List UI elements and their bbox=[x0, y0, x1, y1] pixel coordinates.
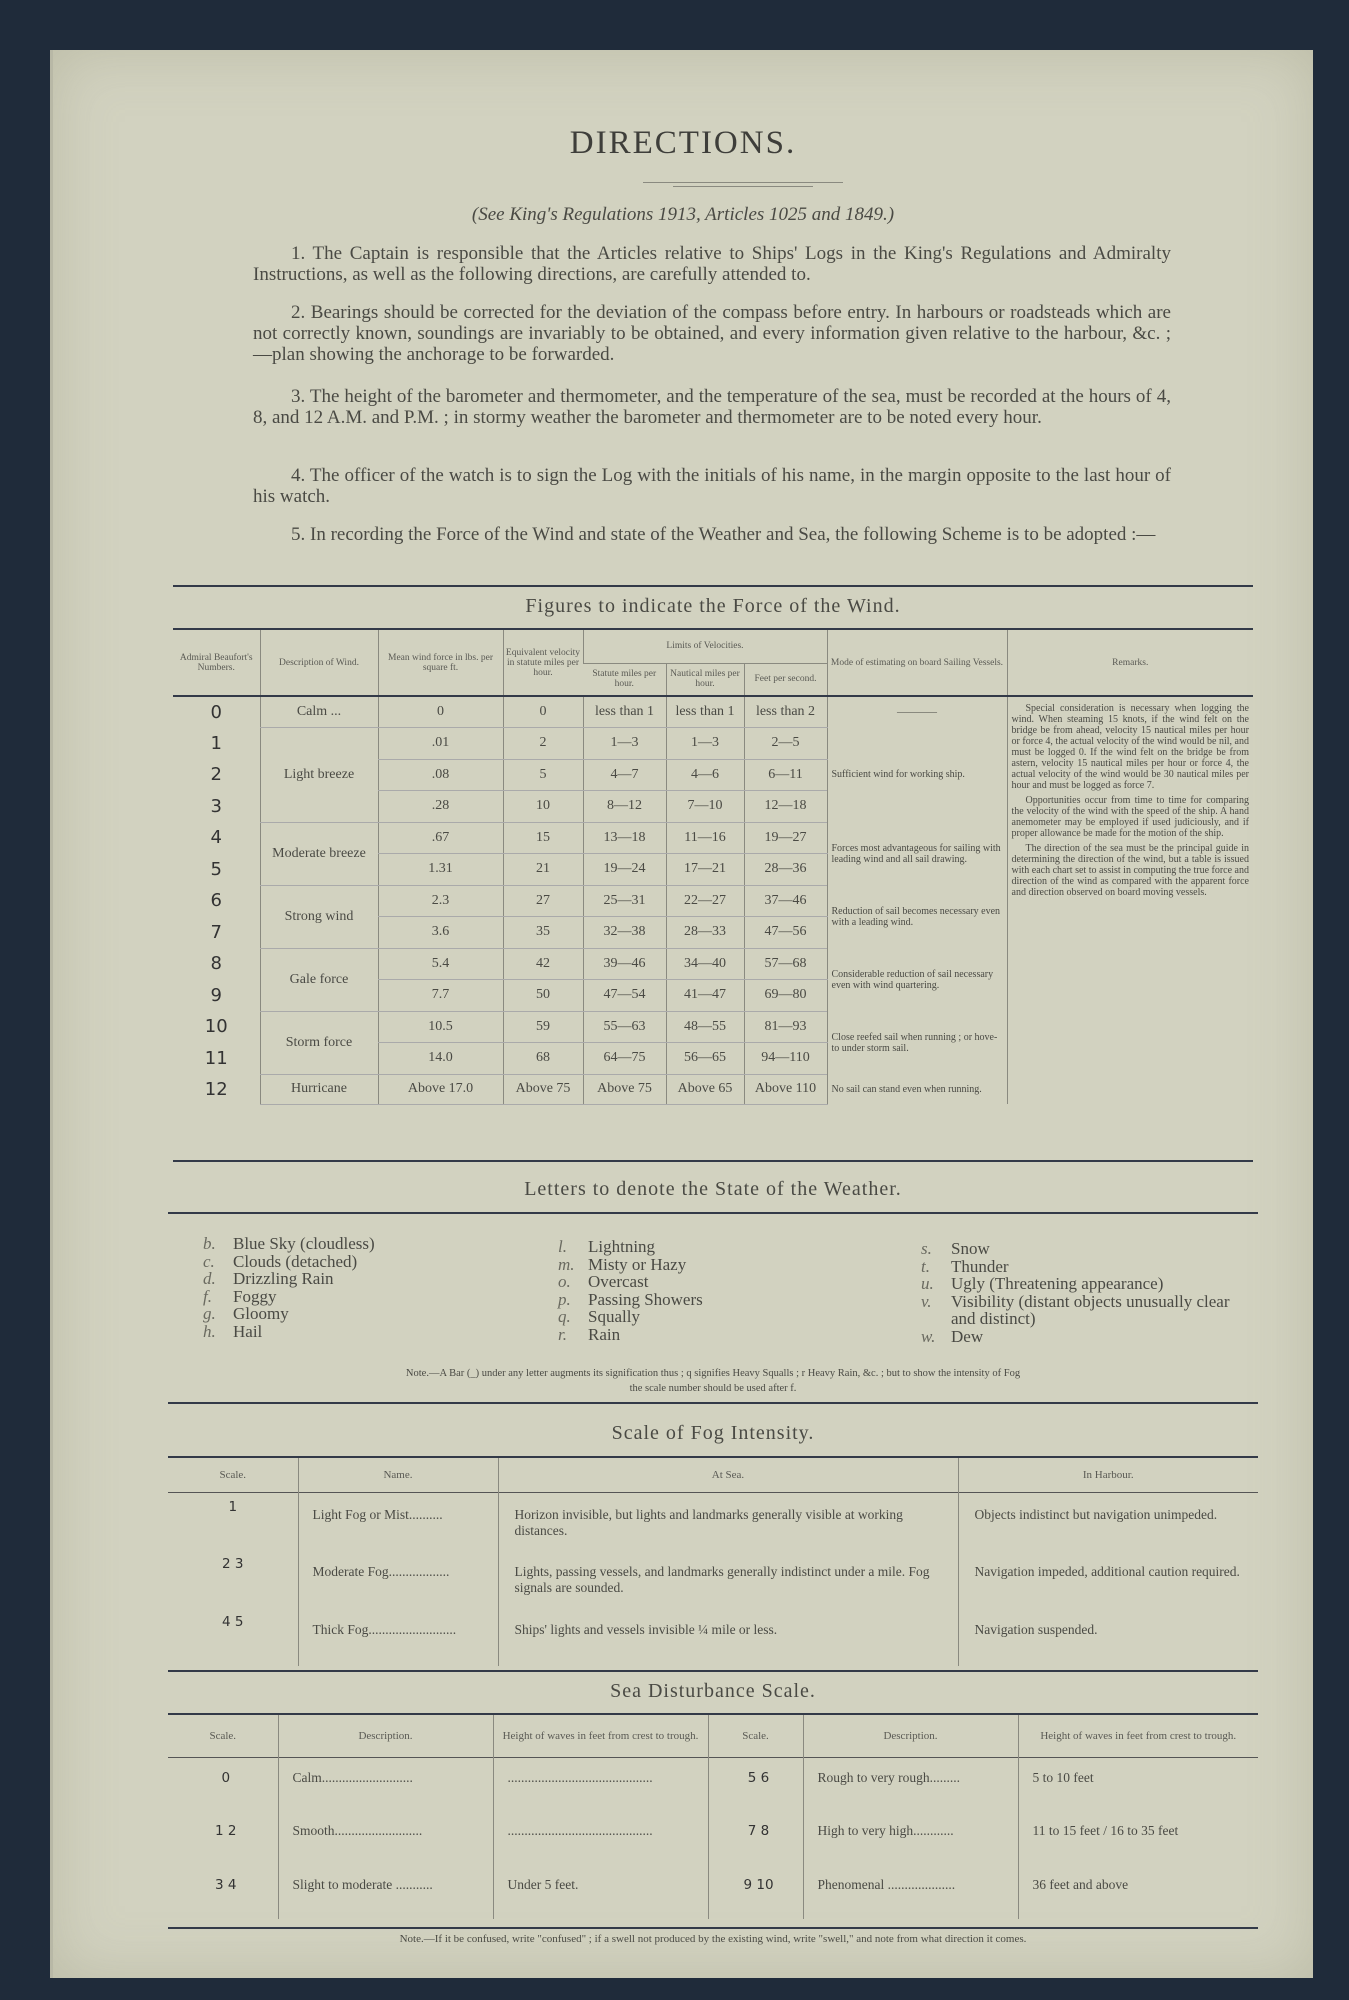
mean-wind-force: .01 bbox=[378, 728, 503, 760]
statute-miles: 39—46 bbox=[583, 948, 666, 980]
weather-meaning: Clouds (detached) bbox=[233, 1251, 358, 1271]
sailing-mode-moderate: Forces most advantageous for sailing with leading wind and all sail drawing. bbox=[827, 822, 1007, 885]
equivalent-velocity: 5 bbox=[503, 759, 583, 791]
sea-header-description-left: Description. bbox=[278, 1715, 493, 1757]
equivalent-velocity: 21 bbox=[503, 854, 583, 886]
feet-per-second: 47—56 bbox=[744, 917, 827, 949]
weather-letter-item bbox=[203, 1253, 473, 1271]
weather-letter-item bbox=[558, 1326, 828, 1344]
wind-description-storm: Storm force bbox=[260, 1011, 378, 1074]
fog-header-harbour: In Harbour. bbox=[958, 1458, 1258, 1492]
sea-header-scale-left: Scale. bbox=[209, 1729, 237, 1742]
nautical-miles: 11—16 bbox=[666, 822, 744, 854]
fog-scale: 2 3 bbox=[222, 1556, 244, 1572]
equivalent-velocity: 50 bbox=[503, 980, 583, 1012]
feet-per-second: 12—18 bbox=[744, 791, 827, 823]
weather-meaning: Lightning bbox=[588, 1237, 656, 1256]
fog-table-body bbox=[168, 1492, 1258, 1666]
weather-letter: p. bbox=[558, 1289, 571, 1309]
statute-miles: 19—24 bbox=[583, 854, 666, 886]
nautical-miles: 4—6 bbox=[666, 759, 744, 791]
sea-header-height-right: Height of waves in feet from crest to trough. bbox=[1018, 1715, 1258, 1757]
sea-scale-right: 5 6 bbox=[708, 1757, 803, 1811]
statute-miles: 4—7 bbox=[583, 759, 666, 791]
fog-name: Moderate Fog.................. bbox=[298, 1550, 498, 1608]
paragraph-5: 5. In recording the Force of the Wind and state of the Weather and Sea, the following Scheme is to be adopted :— bbox=[291, 524, 1156, 545]
fog-at-sea: Horizon invisible, but lights and landmarks generally visible at working distances. bbox=[498, 1492, 958, 1550]
wind-table-bottom-rule bbox=[173, 1160, 1253, 1162]
wind-table-body bbox=[173, 696, 1253, 1104]
wind-description-hurricane: Hurricane bbox=[260, 1074, 378, 1104]
weather-letters-col-2 bbox=[558, 1238, 828, 1343]
beaufort-number: 9 bbox=[210, 984, 222, 1006]
fog-header-scale: Scale. bbox=[219, 1468, 247, 1481]
weather-letter: b. bbox=[203, 1234, 216, 1253]
fog-header-sea: At Sea. bbox=[498, 1458, 958, 1492]
sea-header-scale-right: Scale. bbox=[708, 1715, 803, 1757]
weather-letters-col-3 bbox=[921, 1240, 1256, 1345]
header-mode: Mode of estimating on board Sailing Vessels. bbox=[827, 630, 1007, 696]
weather-letter-item bbox=[203, 1323, 473, 1341]
statute-miles: 64—75 bbox=[583, 1043, 666, 1075]
wind-description-moderate: Moderate breeze bbox=[260, 822, 378, 885]
paragraph-2: 2. Bearings should be corrected for the deviation of the compass before entry. In harbours or roadsteads which are not correctly known, soundings are invariably to be obtained, and every information given relative to the harbour, &c. ;—plan showing the anchorage to be forwarded. bbox=[253, 302, 1171, 365]
mean-wind-force: .08 bbox=[378, 759, 503, 791]
sea-scale-right: 9 10 bbox=[708, 1865, 803, 1919]
sea-height-right: 11 to 15 feet / 16 to 35 feet bbox=[1018, 1811, 1258, 1865]
sailing-mode-calm: ———— bbox=[827, 696, 1007, 728]
weather-letter: g. bbox=[203, 1304, 216, 1323]
statute-miles: 32—38 bbox=[583, 917, 666, 949]
fog-name: Thick Fog.......................... bbox=[298, 1608, 498, 1666]
weather-letter-item bbox=[203, 1288, 473, 1306]
mean-wind-force: 10.5 bbox=[378, 1011, 503, 1043]
mean-wind-force: 5.4 bbox=[378, 948, 503, 980]
fog-scale: 4 5 bbox=[222, 1614, 244, 1630]
header-remarks: Remarks. bbox=[1007, 630, 1253, 696]
fog-bottom-rule bbox=[168, 1670, 1258, 1672]
title-rule-short bbox=[673, 186, 813, 187]
sea-header-height-left: Height of waves in feet from crest to trough. bbox=[493, 1715, 708, 1757]
sailing-mode-hurricane: No sail can stand even when running. bbox=[827, 1074, 1007, 1104]
weather-letter: s. bbox=[921, 1239, 932, 1258]
weather-letter-item bbox=[921, 1275, 1256, 1293]
weather-letter-item bbox=[558, 1273, 828, 1291]
equivalent-velocity: 0 bbox=[503, 696, 583, 728]
sea-bottom-rule bbox=[168, 1927, 1258, 1929]
weather-letter-item bbox=[558, 1256, 828, 1274]
feet-per-second: 2—5 bbox=[744, 728, 827, 760]
sea-scale-right: 7 8 bbox=[708, 1811, 803, 1865]
nautical-miles: 22—27 bbox=[666, 885, 744, 917]
fog-row bbox=[168, 1550, 1258, 1608]
section-rule bbox=[173, 585, 1253, 587]
equivalent-velocity: 10 bbox=[503, 791, 583, 823]
weather-note-line-1: Note.—A Bar (_) under any letter augments its signification thus ; q signifies Heavy Squalls ; r Heavy Rain, &c. ; but to show the intensity of Fog bbox=[405, 1368, 1021, 1379]
nautical-miles: 28—33 bbox=[666, 917, 744, 949]
equivalent-velocity: 35 bbox=[503, 917, 583, 949]
weather-meaning: Drizzling Rain bbox=[233, 1269, 334, 1288]
sea-description-left: Slight to moderate ........... bbox=[278, 1865, 493, 1919]
weather-letter: f. bbox=[203, 1286, 212, 1306]
beaufort-number: 12 bbox=[204, 1078, 228, 1100]
beaufort-number: 10 bbox=[204, 1016, 228, 1038]
sea-height-left: ........................................... bbox=[493, 1757, 708, 1811]
beaufort-number: 0 bbox=[210, 701, 222, 723]
weather-letter-item bbox=[921, 1258, 1256, 1276]
equivalent-velocity: 15 bbox=[503, 822, 583, 854]
remark-paragraph: The direction of the sea must be the principal guide in determining the direction of the wind, but a table is issued with each chart set to assist in computing the true force and direction of the wind as compared with the apparent force and direction observed on board moving vessels. bbox=[1011, 843, 1249, 898]
weather-letter: m. bbox=[558, 1254, 575, 1274]
beaufort-number: 3 bbox=[210, 795, 222, 817]
sea-height-right: 36 feet and above bbox=[1018, 1865, 1258, 1919]
mean-wind-force: .28 bbox=[378, 791, 503, 823]
feet-per-second: 81—93 bbox=[744, 1011, 827, 1043]
sea-note: Note.—If it be confused, write "confused" ; if a swell not produced by the existing wind, write "swell," and note from what direction it comes. bbox=[399, 1933, 1027, 1945]
nautical-miles: 1—3 bbox=[666, 728, 744, 760]
mean-wind-force: 3.6 bbox=[378, 917, 503, 949]
log-page bbox=[50, 50, 1313, 1978]
weather-letter: u. bbox=[921, 1274, 934, 1293]
sea-header-description-right: Description. bbox=[803, 1715, 1018, 1757]
sailing-mode-storm: Close reefed sail when running ; or hove-to under storm sail. bbox=[827, 1011, 1007, 1074]
mean-wind-force: 2.3 bbox=[378, 885, 503, 917]
feet-per-second: 69—80 bbox=[744, 980, 827, 1012]
header-statute: Statute miles per hour. bbox=[592, 669, 657, 690]
weather-meaning: Dew bbox=[951, 1326, 984, 1346]
header-force: Mean wind force in lbs. per square ft. bbox=[378, 630, 503, 696]
wind-description-gale: Gale force bbox=[260, 948, 378, 1011]
beaufort-number: 1 bbox=[210, 732, 222, 754]
statute-miles: 47—54 bbox=[583, 980, 666, 1012]
beaufort-number: 2 bbox=[210, 764, 222, 786]
wind-description-strong: Strong wind bbox=[260, 885, 378, 948]
sea-height-right: 5 to 10 feet bbox=[1018, 1757, 1258, 1811]
sea-description-right: Phenomenal .................... bbox=[803, 1865, 1018, 1919]
fog-intensity-table bbox=[168, 1458, 1258, 1666]
sea-row bbox=[168, 1811, 1258, 1865]
beaufort-number: 11 bbox=[204, 1047, 228, 1069]
weather-letter: l. bbox=[558, 1237, 567, 1256]
statute-miles: less than 1 bbox=[583, 696, 666, 728]
header-beaufort: Admiral Beaufort's Numbers. bbox=[179, 652, 253, 673]
equivalent-velocity: 27 bbox=[503, 885, 583, 917]
nautical-miles: 7—10 bbox=[666, 791, 744, 823]
page-subtitle: (See King's Regulations 1913, Articles 1025 and 1849.) bbox=[471, 204, 895, 225]
weather-letter: t. bbox=[921, 1256, 930, 1276]
statute-miles: 25—31 bbox=[583, 885, 666, 917]
wind-section-title: Figures to indicate the Force of the Wind. bbox=[525, 595, 901, 617]
weather-meaning: Rain bbox=[588, 1324, 621, 1344]
nautical-miles: Above 65 bbox=[666, 1074, 744, 1104]
beaufort-number: 5 bbox=[210, 858, 222, 880]
sea-row bbox=[168, 1865, 1258, 1919]
weather-section-title: Letters to denote the State of the Weather. bbox=[524, 1178, 902, 1200]
wind-description-calm: Calm ... bbox=[260, 696, 378, 728]
weather-letter-item bbox=[921, 1240, 1256, 1258]
equivalent-velocity: Above 75 bbox=[503, 1074, 583, 1104]
mean-wind-force: 14.0 bbox=[378, 1043, 503, 1075]
weather-meaning: Ugly (Threatening appearance) bbox=[951, 1274, 1164, 1293]
fog-section-title: Scale of Fog Intensity. bbox=[611, 1422, 815, 1444]
fog-row bbox=[168, 1492, 1258, 1550]
weather-meaning: Snow bbox=[951, 1239, 990, 1258]
equivalent-velocity: 42 bbox=[503, 948, 583, 980]
weather-meaning: Overcast bbox=[588, 1272, 649, 1291]
weather-letter-item bbox=[921, 1328, 1256, 1346]
sea-row bbox=[168, 1757, 1258, 1811]
feet-per-second: less than 2 bbox=[744, 696, 827, 728]
weather-letter: w. bbox=[921, 1326, 936, 1346]
fog-name: Light Fog or Mist.......... bbox=[298, 1492, 498, 1550]
header-limits: Limits of Velocities. bbox=[583, 630, 827, 663]
fog-in-harbour: Navigation impeded, additional caution required. bbox=[958, 1550, 1258, 1608]
weather-meaning: Foggy bbox=[233, 1286, 277, 1306]
weather-letter: v. bbox=[921, 1291, 932, 1311]
sea-height-left: ........................................... bbox=[493, 1811, 708, 1865]
weather-letter: o. bbox=[558, 1272, 571, 1291]
sea-section-title: Sea Disturbance Scale. bbox=[610, 1680, 816, 1702]
sea-description-left: Calm........................... bbox=[278, 1757, 493, 1811]
header-equivalent: Equivalent velocity in statute miles per hour. bbox=[503, 630, 583, 696]
weather-letter: c. bbox=[203, 1251, 215, 1271]
feet-per-second: 37—46 bbox=[744, 885, 827, 917]
weather-letter-item bbox=[558, 1238, 828, 1256]
statute-miles: 13—18 bbox=[583, 822, 666, 854]
weather-letter: d. bbox=[203, 1269, 216, 1288]
weather-letter: h. bbox=[203, 1321, 216, 1341]
weather-letter-item bbox=[921, 1293, 1256, 1328]
fog-scale: 1 bbox=[228, 1498, 238, 1515]
weather-letters-col-1 bbox=[203, 1235, 473, 1340]
statute-miles: 8—12 bbox=[583, 791, 666, 823]
weather-meaning: Blue Sky (cloudless) bbox=[233, 1234, 375, 1253]
beaufort-number: 7 bbox=[210, 921, 222, 943]
weather-meaning: Thunder bbox=[951, 1256, 1009, 1276]
feet-per-second: 94—110 bbox=[744, 1043, 827, 1075]
fog-at-sea: Ships' lights and vessels invisible ¼ mile or less. bbox=[498, 1608, 958, 1666]
nautical-miles: 17—21 bbox=[666, 854, 744, 886]
fog-row bbox=[168, 1608, 1258, 1666]
wind-description-light: Light breeze bbox=[260, 728, 378, 823]
weather-meaning: Visibility (distant objects unusually clear and distinct) bbox=[951, 1291, 1230, 1328]
weather-letter-item bbox=[558, 1308, 828, 1326]
nautical-miles: less than 1 bbox=[666, 696, 744, 728]
sea-table-body bbox=[168, 1757, 1258, 1919]
statute-miles: Above 75 bbox=[583, 1074, 666, 1104]
statute-miles: 55—63 bbox=[583, 1011, 666, 1043]
fog-in-harbour: Objects indistinct but navigation unimpeded. bbox=[958, 1492, 1258, 1550]
wind-row bbox=[173, 696, 1253, 728]
paragraph-4: 4. The officer of the watch is to sign the Log with the initials of his name, in the margin opposite to the last hour of his watch. bbox=[253, 465, 1171, 507]
mean-wind-force: Above 17.0 bbox=[378, 1074, 503, 1104]
fog-header-name: Name. bbox=[298, 1458, 498, 1492]
feet-per-second: 19—27 bbox=[744, 822, 827, 854]
sailing-mode-gale: Considerable reduction of sail necessary even with wind quartering. bbox=[827, 948, 1007, 1011]
page-title: DIRECTIONS. bbox=[569, 125, 797, 161]
nautical-miles: 41—47 bbox=[666, 980, 744, 1012]
weather-meaning: Hail bbox=[233, 1321, 263, 1341]
feet-per-second: 6—11 bbox=[744, 759, 827, 791]
sea-description-right: Rough to very rough......... bbox=[803, 1757, 1018, 1811]
weather-note-line-2: the scale number should be used after f. bbox=[629, 1383, 797, 1394]
weather-bottom-rule bbox=[168, 1402, 1258, 1404]
mean-wind-force: 1.31 bbox=[378, 854, 503, 886]
weather-meaning: Misty or Hazy bbox=[588, 1254, 687, 1274]
mean-wind-force: 7.7 bbox=[378, 980, 503, 1012]
feet-per-second: 28—36 bbox=[744, 854, 827, 886]
header-nautical: Nautical miles per hour. bbox=[666, 663, 744, 696]
sea-disturbance-table bbox=[168, 1715, 1258, 1919]
nautical-miles: 34—40 bbox=[666, 948, 744, 980]
nautical-miles: 56—65 bbox=[666, 1043, 744, 1075]
title-rule bbox=[643, 182, 843, 183]
wind-remarks bbox=[1007, 696, 1253, 1104]
weather-top-rule bbox=[168, 1212, 1258, 1214]
header-description: Description of Wind. bbox=[260, 630, 378, 696]
remark-paragraph: Opportunities occur from time to time for comparing the velocity of the wind with the speed of the ship. A hand anemometer may be employed if used judiciously, and if proper allowance be made for the motion of the ship. bbox=[1011, 795, 1249, 839]
mean-wind-force: 0 bbox=[378, 696, 503, 728]
equivalent-velocity: 59 bbox=[503, 1011, 583, 1043]
sea-description-left: Smooth.......................... bbox=[278, 1811, 493, 1865]
weather-letter-item bbox=[203, 1235, 473, 1253]
weather-meaning: Squally bbox=[588, 1307, 640, 1326]
weather-letter-item bbox=[203, 1270, 473, 1288]
weather-letter: q. bbox=[558, 1307, 571, 1326]
sea-height-left: Under 5 feet. bbox=[493, 1865, 708, 1919]
fog-in-harbour: Navigation suspended. bbox=[958, 1608, 1258, 1666]
mean-wind-force: .67 bbox=[378, 822, 503, 854]
weather-meaning: Passing Showers bbox=[588, 1289, 703, 1309]
weather-letter-item bbox=[203, 1305, 473, 1323]
paragraph-1: 1. The Captain is responsible that the Articles relative to Ships' Logs in the King's Regulations and Admiralty Instructions, as well as the following directions, are carefully attended to. bbox=[253, 243, 1171, 285]
weather-letter-item bbox=[558, 1291, 828, 1309]
weather-meaning: Gloomy bbox=[233, 1304, 289, 1323]
equivalent-velocity: 68 bbox=[503, 1043, 583, 1075]
feet-per-second: 57—68 bbox=[744, 948, 827, 980]
beaufort-number: 6 bbox=[210, 890, 222, 912]
equivalent-velocity: 2 bbox=[503, 728, 583, 760]
remark-paragraph: Special consideration is necessary when logging the wind. When steaming 15 knots, if the wind felt on the bridge be from ahead, velocity 15 nautical miles per hour or force 4, the actual velocity of the wind would be nil, and must be logged 0. If the wind felt on the bridge be from astern, velocity 15 nautical miles per hour or force 4, the actual velocity of the wind would be 30 nautical miles per hour and must be logged as force 7. bbox=[1011, 703, 1249, 791]
beaufort-number: 4 bbox=[210, 827, 222, 849]
beaufort-number: 8 bbox=[210, 953, 222, 975]
paragraph-3: 3. The height of the barometer and thermometer, and the temperature of the sea, must be recorded at the hours of 4, 8, and 12 A.M. and P.M. ; in stormy weather the barometer and thermometer are to be noted every hour. bbox=[253, 386, 1171, 428]
sailing-mode-light: Sufficient wind for working ship. bbox=[827, 728, 1007, 823]
sea-description-right: High to very high............ bbox=[803, 1811, 1018, 1865]
weather-letter: r. bbox=[558, 1324, 567, 1344]
sea-scale-left: 3 4 bbox=[215, 1877, 237, 1893]
sea-scale-left: 0 bbox=[221, 1769, 231, 1786]
feet-per-second: Above 110 bbox=[744, 1074, 827, 1104]
wind-force-table bbox=[173, 630, 1253, 1105]
header-feet: Feet per second. bbox=[744, 663, 827, 696]
statute-miles: 1—3 bbox=[583, 728, 666, 760]
sea-scale-left: 1 2 bbox=[215, 1823, 237, 1839]
sailing-mode-strong: Reduction of sail becomes necessary even with a leading wind. bbox=[827, 885, 1007, 948]
nautical-miles: 48—55 bbox=[666, 1011, 744, 1043]
fog-at-sea: Lights, passing vessels, and landmarks generally indistinct under a mile. Fog signals are sounded. bbox=[498, 1550, 958, 1608]
